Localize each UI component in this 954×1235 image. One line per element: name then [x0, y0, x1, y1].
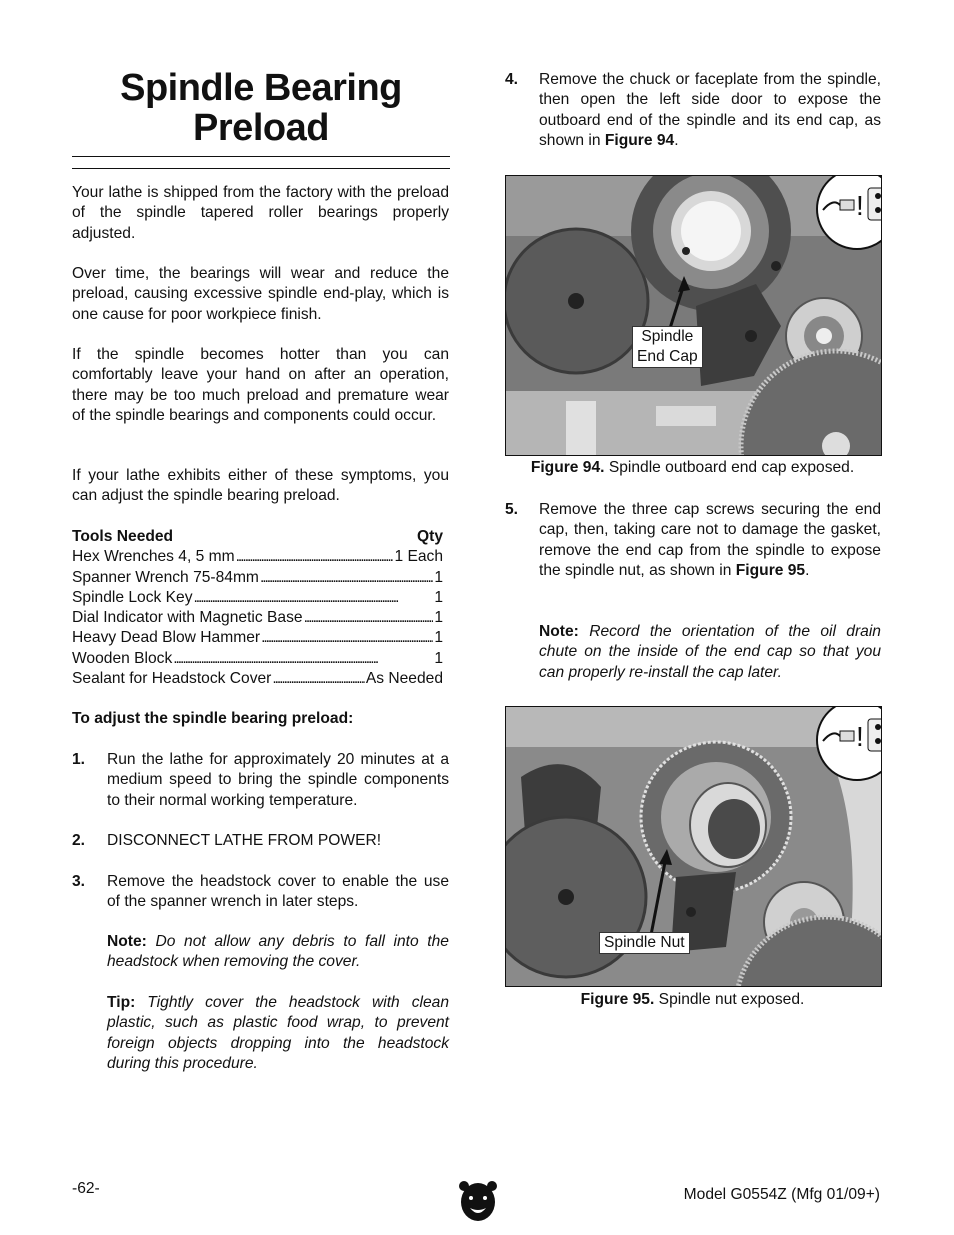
- figure-95-caption: [505, 990, 880, 1010]
- tool-qty: 1: [434, 649, 443, 667]
- figure-94-caption: [505, 458, 880, 478]
- step-number: 5.: [505, 501, 519, 518]
- unplug-warning-icon: [816, 175, 882, 250]
- step-4: [505, 70, 881, 154]
- caption-label: Figure 95.: [580, 991, 655, 1008]
- tool-qty: 1 Each: [394, 548, 443, 566]
- tool-name: Hex Wrenches 4, 5 mm: [72, 548, 235, 566]
- step5-note: [539, 622, 881, 683]
- tool-qty: 1: [434, 568, 443, 586]
- intro-paragraph: If your lathe exhibits either of these symptoms, you can adjust the spindle bearing preload.: [72, 467, 449, 505]
- tools-header-label: Tools Needed: [72, 528, 174, 545]
- tool-name: Heavy Dead Blow Hammer: [72, 629, 261, 647]
- tool-row: [72, 628, 443, 648]
- note-label: Note:: [107, 933, 147, 950]
- step-text-body: Remove the chuck or faceplate from the spindle, then open the left side door to expose the outboard end of the spindle and its end cap, as shown in: [539, 71, 881, 149]
- step-text-end: .: [674, 131, 679, 149]
- tool-row: [72, 547, 443, 567]
- title-rule-bottom: [72, 168, 450, 169]
- step-5: [505, 500, 881, 604]
- step-text-body: Remove the three cap screws securing the end cap, then, taking care not to damage the gasket, remove the end cap from the spindle to expose the spindle nut, as shown in: [539, 501, 881, 579]
- page-title: [72, 68, 450, 148]
- tool-name: Wooden Block: [72, 649, 173, 667]
- caption-text: Spindle nut exposed.: [658, 991, 805, 1008]
- step-text: Run the lathe for approximately 20 minutes at a medium speed to bring the spindle components to their normal working temperature.: [107, 751, 449, 809]
- tools-header-qty: Qty: [417, 528, 443, 545]
- tool-qty: 1: [434, 588, 443, 606]
- step-text: DISCONNECT LATHE FROM POWER!: [107, 832, 382, 849]
- tool-row: [72, 669, 443, 689]
- page-title-line1: Spindle Bearing: [120, 67, 402, 109]
- model-number: Model G0554Z (Mfg 01/09+): [683, 1186, 880, 1203]
- intro-paragraph: Your lathe is shipped from the factory with the preload of the spindle tapered roller bearings properly adjusted.: [72, 184, 449, 242]
- step3-note: [107, 932, 449, 973]
- title-rule-top: [72, 156, 450, 157]
- callout-spindle-nut: Spindle Nut: [599, 932, 690, 954]
- tools-header: [72, 527, 443, 547]
- tool-name: Sealant for Headstock Cover: [72, 670, 272, 688]
- tool-qty: As Needed: [365, 670, 443, 688]
- callout-line: Spindle: [641, 328, 694, 345]
- step-text: Remove the headstock cover to enable the use of the spanner wrench in later steps.: [107, 873, 449, 911]
- callout-line: End Cap: [637, 348, 698, 365]
- note-label: Note:: [539, 623, 579, 640]
- step-2: [72, 831, 450, 853]
- tip-label: Tip:: [107, 994, 136, 1011]
- intro-paragraph: If the spindle becomes hotter than you can comfortably leave your hand on after an operation, there may be too much preload and premature wear of the spindle bearings and components could occur.: [72, 346, 449, 424]
- tool-qty: 1: [434, 629, 443, 647]
- figure-94-photo: [505, 175, 882, 456]
- figure-reference: Figure 94: [604, 131, 675, 149]
- tip-text: Tightly cover the headstock with clean plastic, such as plastic food wrap, to prevent foreign objects dropping into the headstock during this procedure.: [107, 994, 449, 1072]
- page-number: -62-: [72, 1180, 100, 1197]
- tool-row: [72, 649, 443, 669]
- tools-needed-table: [72, 527, 443, 689]
- caption-text: Spindle outboard end cap exposed.: [608, 459, 855, 476]
- tool-qty: 1: [434, 609, 443, 627]
- step-3: [72, 872, 450, 914]
- caption-label: Figure 94.: [530, 459, 605, 476]
- step-1: [72, 750, 450, 812]
- step-number: 3.: [72, 873, 86, 890]
- step-text: [539, 70, 881, 151]
- grizzly-bear-logo: [458, 1178, 498, 1224]
- procedure-heading: To adjust the spindle bearing preload:: [72, 710, 354, 727]
- tool-name: Dial Indicator with Magnetic Base: [72, 609, 303, 627]
- callout-spindle-end-cap: [632, 326, 703, 368]
- tool-row: [72, 608, 443, 628]
- page-title-line2: Preload: [193, 107, 329, 149]
- note-text: Record the orientation of the oil drain chute on the inside of the end cap so that you can properly re-install the cap later.: [539, 623, 881, 681]
- step-number: 1.: [72, 751, 86, 768]
- step-number: 2.: [72, 832, 86, 849]
- unplug-warning-icon: [816, 706, 882, 781]
- figure-95-photo: [505, 706, 882, 987]
- figure-reference: Figure 95: [735, 561, 806, 579]
- tool-name: Spindle Lock Key: [72, 588, 193, 606]
- step3-tip: [107, 993, 449, 1074]
- tool-name: Spanner Wrench 75-84mm: [72, 568, 259, 586]
- svg-text:!: !: [856, 190, 864, 221]
- intro-paragraph: Over time, the bearings will wear and reduce the preload, causing excessive spindle end-play, which is one cause for poor workpiece finish.: [72, 265, 449, 323]
- step-number: 4.: [505, 71, 519, 88]
- tool-row: [72, 568, 443, 588]
- note-text: Do not allow any debris to fall into the headstock when removing the cover.: [107, 933, 449, 971]
- svg-text:!: !: [856, 721, 864, 752]
- step-text-end: .: [805, 561, 810, 579]
- step-text: [539, 500, 881, 581]
- tool-row: [72, 588, 443, 608]
